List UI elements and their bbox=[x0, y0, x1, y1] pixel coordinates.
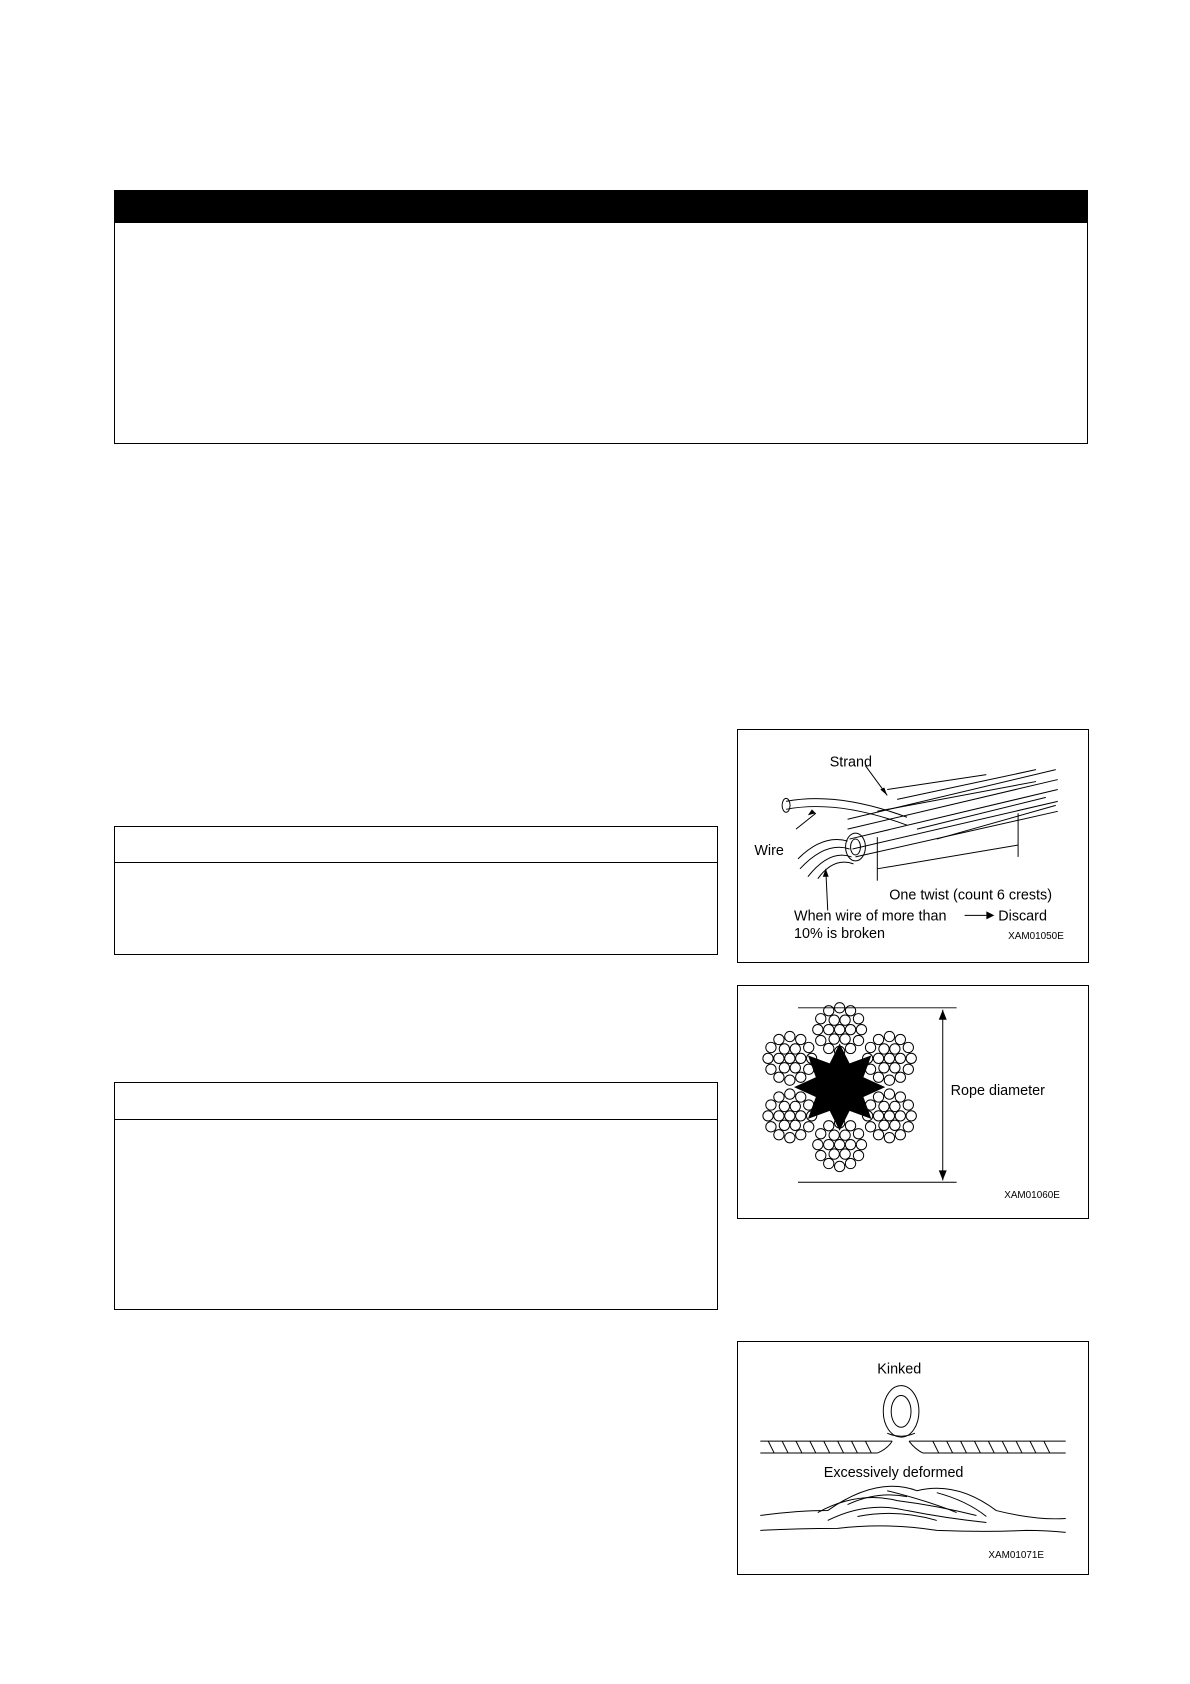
wire-circle bbox=[884, 1089, 894, 1099]
wire-circle bbox=[796, 1034, 806, 1044]
wire-circle bbox=[829, 1149, 839, 1159]
wire-circle bbox=[816, 1129, 826, 1139]
wire-circle bbox=[824, 1158, 834, 1168]
wire-circle bbox=[853, 1035, 863, 1045]
wire-circle bbox=[845, 1158, 855, 1168]
wire-circle bbox=[813, 1139, 823, 1149]
wire-circle bbox=[853, 1129, 863, 1139]
kinked-label: Kinked bbox=[877, 1361, 922, 1378]
wire-circle bbox=[829, 1015, 839, 1025]
figure-code-2: XAM01060E bbox=[1004, 1190, 1060, 1202]
wire-circle bbox=[766, 1100, 776, 1110]
wire-circle bbox=[895, 1072, 905, 1082]
broken-line-1: When wire of more than bbox=[794, 908, 947, 925]
wire-circle bbox=[884, 1133, 894, 1143]
wire-circle bbox=[804, 1042, 814, 1052]
wire-circle bbox=[845, 1006, 855, 1016]
wire-circle bbox=[779, 1044, 789, 1054]
wire-circle bbox=[903, 1064, 913, 1074]
wire-circle bbox=[813, 1024, 823, 1034]
wire-circle bbox=[785, 1075, 795, 1085]
wire-circle bbox=[845, 1121, 855, 1131]
wire-circle bbox=[856, 1024, 866, 1034]
wire-circle bbox=[845, 1043, 855, 1053]
wire-circle bbox=[873, 1111, 883, 1121]
deformed-label: Excessively deformed bbox=[823, 1464, 964, 1481]
wire-circle bbox=[790, 1044, 800, 1054]
wire-circle bbox=[879, 1044, 889, 1054]
wire-circle bbox=[816, 1014, 826, 1024]
wire-circle bbox=[790, 1101, 800, 1111]
wire-circle bbox=[895, 1034, 905, 1044]
wire-circle bbox=[785, 1111, 795, 1121]
wire-circle bbox=[834, 1139, 844, 1149]
wire-circle bbox=[906, 1053, 916, 1063]
wire-circle bbox=[890, 1063, 900, 1073]
wire-circle bbox=[779, 1120, 789, 1130]
wire-circle bbox=[785, 1031, 795, 1041]
wire-circle bbox=[903, 1100, 913, 1110]
wire-circle bbox=[816, 1150, 826, 1160]
wire-circle bbox=[895, 1111, 905, 1121]
note-box-2-divider bbox=[115, 1119, 717, 1120]
note-box-2 bbox=[114, 1082, 718, 1310]
figure-diameter bbox=[737, 985, 1089, 1219]
wire-circle bbox=[774, 1053, 784, 1063]
wire-circle bbox=[840, 1015, 850, 1025]
broken-line-2: 10% is broken bbox=[794, 926, 886, 943]
wire-circle bbox=[796, 1072, 806, 1082]
wire-circle bbox=[790, 1120, 800, 1130]
wire-label: Wire bbox=[754, 842, 784, 859]
wire-circle bbox=[856, 1139, 866, 1149]
top-notice-header bbox=[115, 191, 1087, 223]
wire-circle bbox=[766, 1042, 776, 1052]
wire-circle bbox=[873, 1130, 883, 1140]
wire-circle bbox=[890, 1101, 900, 1111]
wire-circle bbox=[824, 1139, 834, 1149]
diameter-illustration bbox=[738, 986, 1088, 1218]
strand-illustration bbox=[738, 730, 1088, 962]
wire-circle bbox=[774, 1111, 784, 1121]
wire-circle bbox=[824, 1006, 834, 1016]
wire-circle bbox=[785, 1053, 795, 1063]
wire-circle bbox=[785, 1089, 795, 1099]
wire-circle bbox=[766, 1064, 776, 1074]
wire-circle bbox=[824, 1024, 834, 1034]
wire-circle bbox=[840, 1034, 850, 1044]
wire-circle bbox=[816, 1035, 826, 1045]
wire-circle bbox=[884, 1031, 894, 1041]
wire-circle bbox=[790, 1063, 800, 1073]
wire-circle bbox=[834, 1024, 844, 1034]
wire-circle bbox=[895, 1130, 905, 1140]
wire-circle bbox=[829, 1130, 839, 1140]
wire-circle bbox=[853, 1014, 863, 1024]
wire-circle bbox=[873, 1053, 883, 1063]
wire-circle bbox=[824, 1043, 834, 1053]
figure-strand bbox=[737, 729, 1089, 963]
wire-circle bbox=[824, 1121, 834, 1131]
wire-circle bbox=[774, 1034, 784, 1044]
figure-code-3: XAM01071E bbox=[988, 1550, 1044, 1562]
wire-circle bbox=[845, 1139, 855, 1149]
kink-illustration bbox=[738, 1342, 1088, 1574]
wire-circle bbox=[903, 1042, 913, 1052]
wire-circle bbox=[884, 1111, 894, 1121]
wire-circle bbox=[829, 1034, 839, 1044]
wire-circle bbox=[865, 1122, 875, 1132]
wire-circle bbox=[840, 1149, 850, 1159]
wire-circle bbox=[834, 1161, 844, 1171]
wire-circle bbox=[884, 1053, 894, 1063]
wire-circle bbox=[853, 1150, 863, 1160]
top-notice-box bbox=[114, 190, 1088, 444]
wire-circle bbox=[796, 1053, 806, 1063]
wire-circle bbox=[906, 1111, 916, 1121]
wire-circle bbox=[804, 1122, 814, 1132]
wire-circle bbox=[895, 1053, 905, 1063]
wire-circle bbox=[796, 1111, 806, 1121]
wire-circle bbox=[796, 1092, 806, 1102]
wire-circle bbox=[895, 1092, 905, 1102]
wire-circle bbox=[840, 1130, 850, 1140]
strand-label: Strand bbox=[829, 754, 873, 771]
figure-code-1: XAM01050E bbox=[1008, 931, 1064, 943]
wire-circle bbox=[763, 1053, 773, 1063]
wire-circle bbox=[774, 1072, 784, 1082]
wire-circle bbox=[873, 1034, 883, 1044]
wire-circle bbox=[785, 1133, 795, 1143]
wire-circle bbox=[873, 1072, 883, 1082]
wire-circle bbox=[774, 1130, 784, 1140]
wire-circle bbox=[879, 1120, 889, 1130]
wire-circle bbox=[796, 1130, 806, 1140]
wire-circle bbox=[890, 1120, 900, 1130]
figure-kink bbox=[737, 1341, 1089, 1575]
note-box-1-divider bbox=[115, 862, 717, 863]
wire-circle bbox=[779, 1101, 789, 1111]
wire-circle bbox=[884, 1075, 894, 1085]
twist-label: One twist (count 6 crests) bbox=[889, 887, 1053, 904]
wire-circle bbox=[763, 1111, 773, 1121]
wire-circle bbox=[903, 1122, 913, 1132]
wire-circle bbox=[879, 1063, 889, 1073]
wire-circle bbox=[890, 1044, 900, 1054]
wire-circle bbox=[766, 1122, 776, 1132]
wire-circle bbox=[865, 1042, 875, 1052]
wire-circle bbox=[779, 1063, 789, 1073]
diameter-label: Rope diameter bbox=[950, 1083, 1045, 1100]
wire-circle bbox=[774, 1092, 784, 1102]
wire-circle bbox=[879, 1101, 889, 1111]
wire-circle bbox=[845, 1024, 855, 1034]
wire-circle bbox=[873, 1092, 883, 1102]
note-box-1 bbox=[114, 826, 718, 955]
discard-label: Discard bbox=[998, 908, 1047, 925]
